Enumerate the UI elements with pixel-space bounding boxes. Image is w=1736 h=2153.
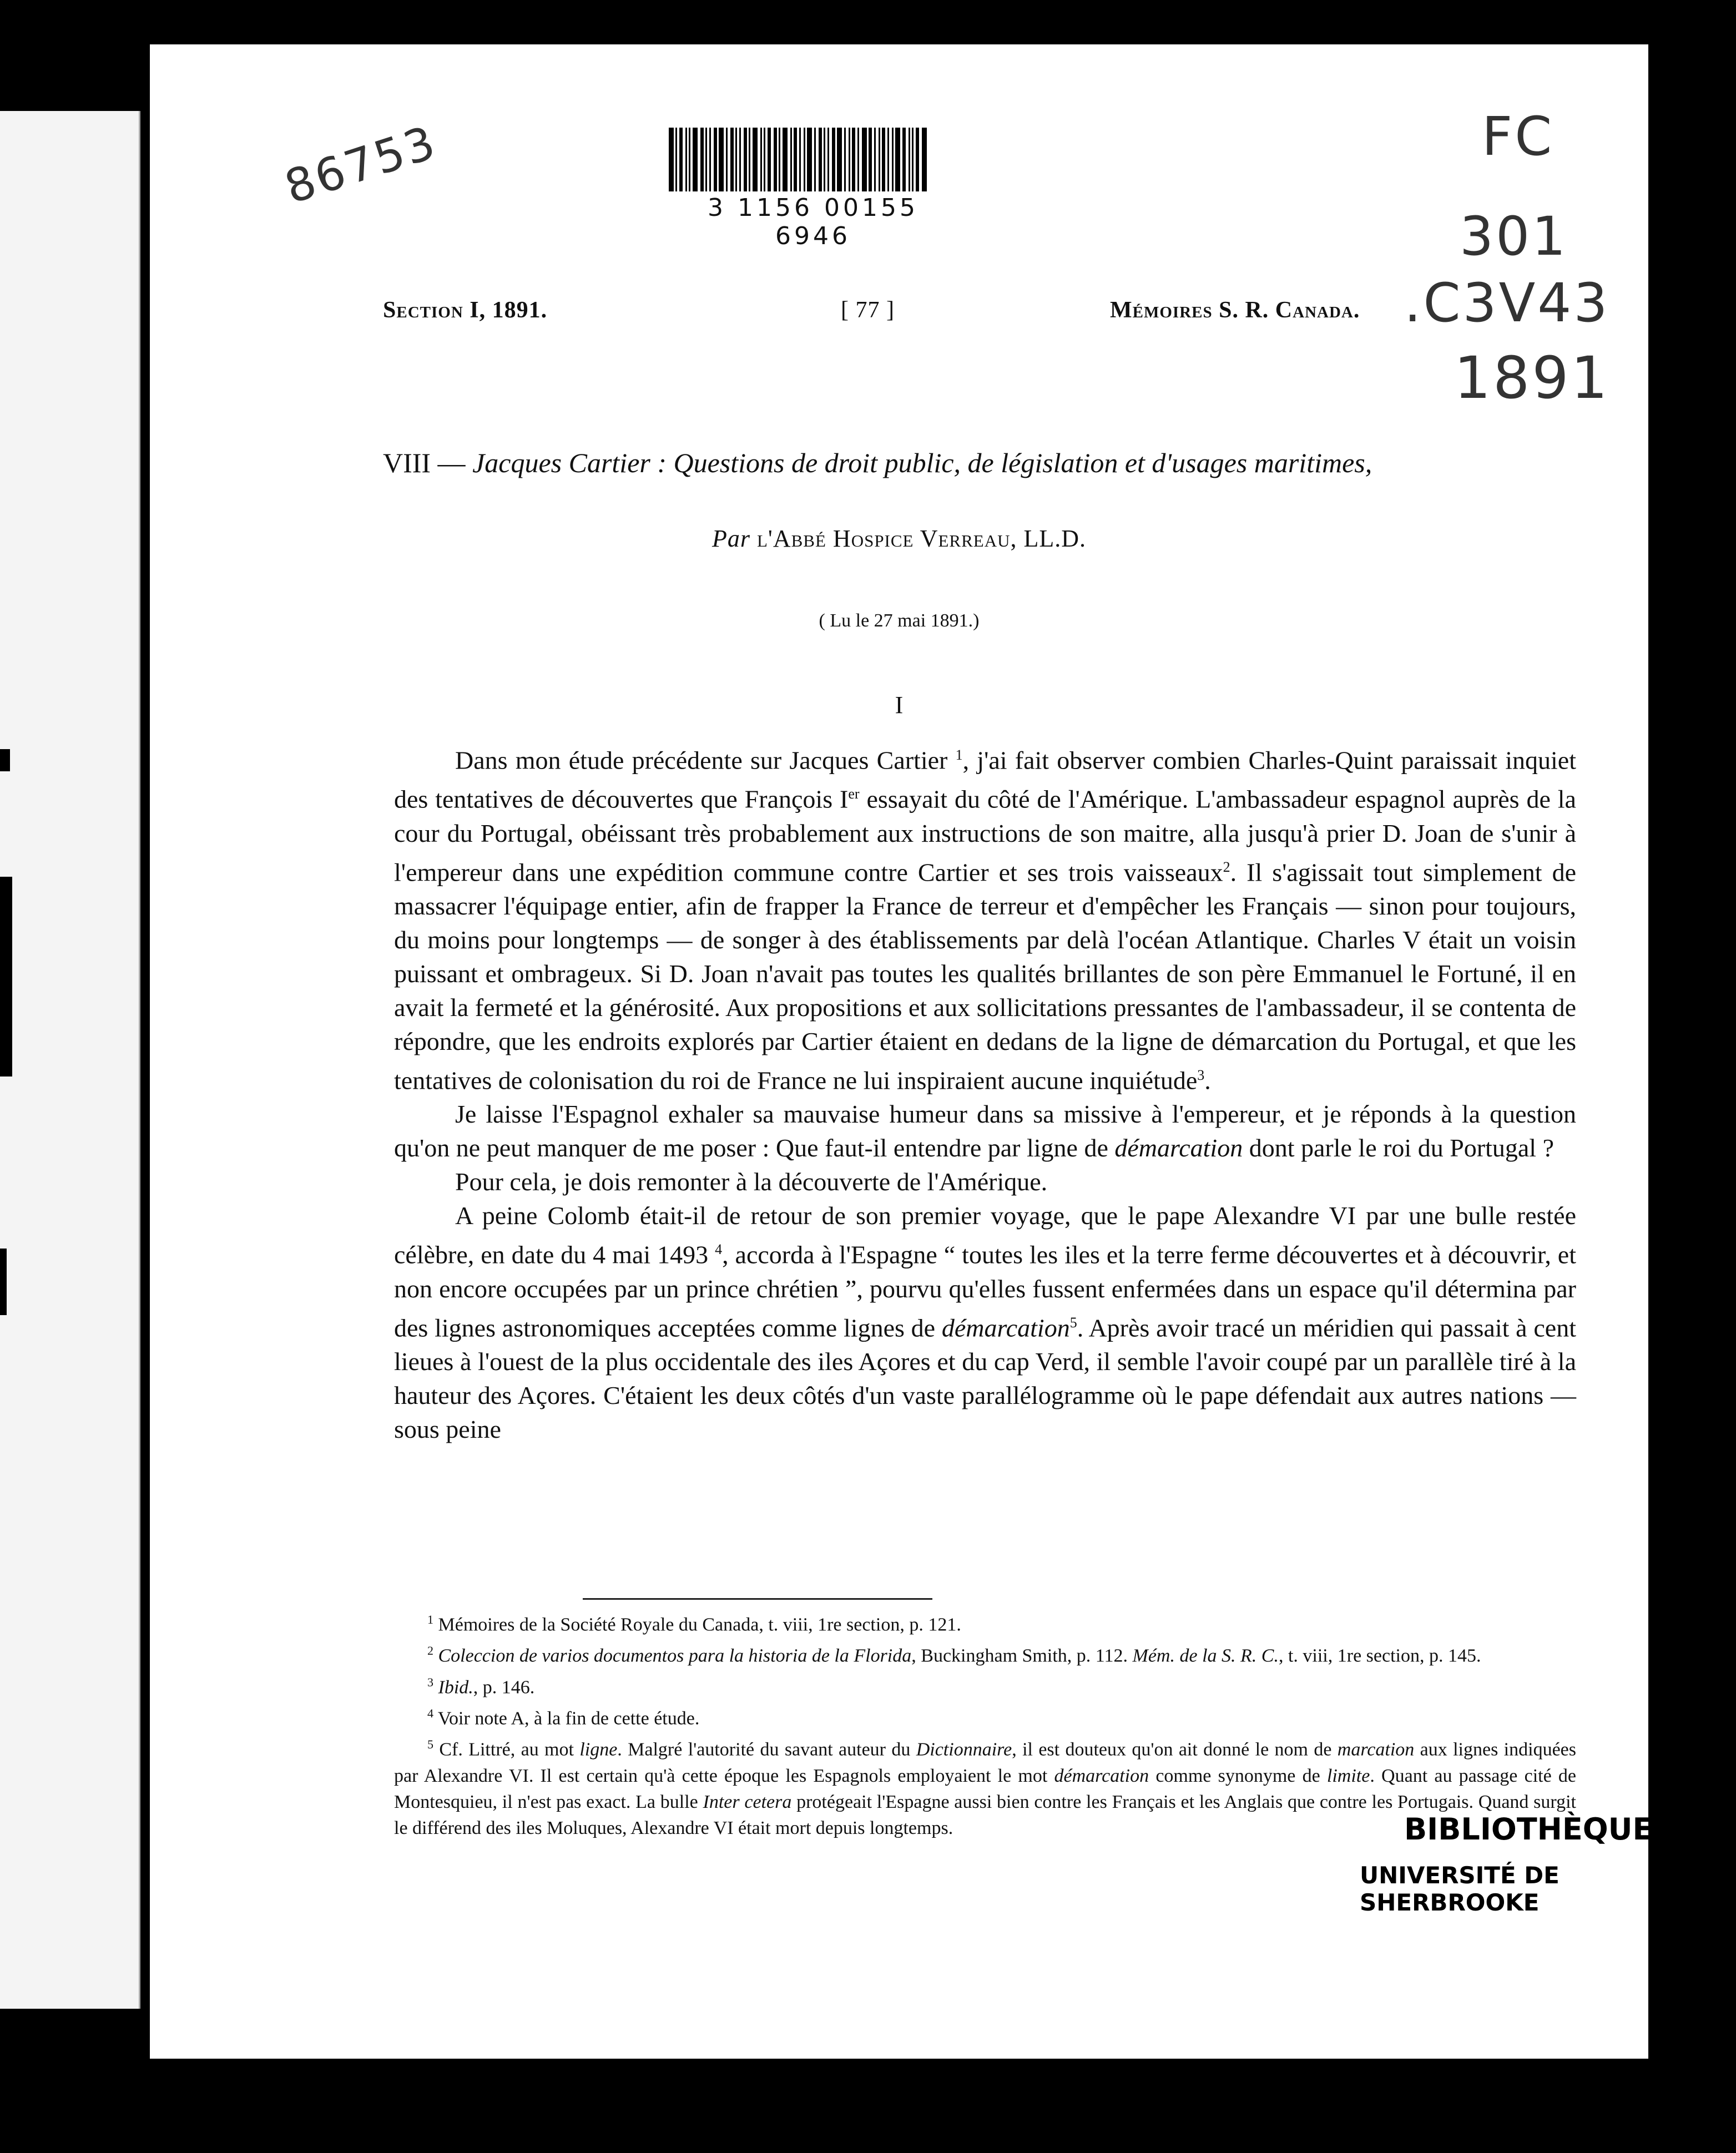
barcode-bar [887, 128, 889, 191]
footnote [394, 1669, 1576, 1700]
barcode-bar [714, 128, 717, 191]
footnote [394, 1700, 1576, 1731]
text-run: , il est douteux qu'on ait donné le nom de [1012, 1739, 1338, 1760]
barcode-bar [804, 128, 805, 191]
italic-text: Mém. de la S. R. C. [1132, 1645, 1279, 1666]
handwritten-call-number-line: FC [1482, 105, 1555, 168]
barcode-bar [849, 128, 850, 191]
text-run [433, 1646, 438, 1666]
italic-text: Inter cetera [703, 1791, 792, 1812]
text-run: Voir note A, à la fin de cette étude. [433, 1708, 700, 1729]
barcode-bar [735, 128, 737, 191]
italic-text: démarcation [1054, 1765, 1149, 1786]
barcode-bar [693, 128, 698, 191]
page-number: [ 77 ] [841, 297, 895, 323]
article-title [383, 447, 1604, 479]
barcode-bar [783, 128, 788, 191]
italic-text: limite [1326, 1765, 1370, 1786]
barcode-bar [837, 128, 842, 191]
barcode-bar [705, 128, 707, 191]
library-stamp-line1: BIBLIOTHÈQUE [1404, 1812, 1653, 1847]
byline-prefix: Par [711, 525, 750, 552]
text-run [433, 1677, 438, 1697]
barcode-bar [685, 128, 687, 191]
text-run: Dans mon étude précédente sur Jacques Cartier [455, 746, 956, 775]
text-run: Pour cela, je dois remonter à la découverte de l'Amérique. [455, 1168, 1048, 1196]
paragraph [394, 1097, 1576, 1165]
barcode-bar [902, 128, 906, 191]
barcode-bar [912, 128, 914, 191]
running-head-journal: Mémoires S. R. Canada. [1110, 297, 1360, 323]
barcode-bar [827, 128, 829, 191]
barcode-bar [675, 128, 677, 191]
text-run: Je laisse l'Espagnol exhaler sa mauvaise humeur dans sa missive à l'empereur, et je réponds à la question qu'on ne peut manquer de me poser : Que faut-il entendre par ligne de [394, 1100, 1576, 1163]
text-run: . Quant au passage cité de Montesquieu, il n'est pas exact. La bulle [394, 1765, 1576, 1812]
text-run: . [1204, 1066, 1211, 1095]
note-ref: 1 [955, 747, 963, 763]
article-title-text: Jacques Cartier : Questions de droit public, de législation et d'usages maritimes, [472, 447, 1372, 478]
barcode-bar [852, 128, 855, 191]
edge-mark [0, 749, 10, 771]
text-run: comme synonyme de [1149, 1765, 1327, 1786]
handwritten-call-number-line: 1891 [1454, 344, 1610, 412]
text-run: protégeait l'Espagne aussi bien contre les Français et les Anglais que contre les Portugais. Quand surgit le différend des iles Moluques, Alexandre VI était mort depuis longtemps. [394, 1791, 1576, 1838]
text-run: Mémoires de la Société Royale du Canada, t. viii, 1re section, p. 121. [433, 1614, 961, 1635]
paragraph [394, 738, 1576, 1097]
note-ref: er [848, 786, 860, 802]
library-stamp-line2: UNIVERSITÉ DE SHERBROOKE [1360, 1862, 1560, 1916]
italic-text: démarcation [941, 1313, 1070, 1342]
footnote [394, 1606, 1576, 1638]
barcode-bar [749, 128, 750, 191]
text-run: essayait du côté de l'Amérique. L'ambassadeur espagnol auprès de la cour du Portugal, obéissant très probablement aux instructions de son maitre, alla jusqu'à prier D. Joan de s'unir à l'empereur dans une expédition commune contre Cartier et ses trois vaisseaux [394, 785, 1576, 886]
read-date: ( Lu le 27 mai 1891.) [819, 610, 980, 631]
edge-mark [0, 877, 12, 1076]
barcode-bar [709, 128, 711, 191]
barcode-bar [726, 128, 728, 191]
body-text [394, 738, 1576, 1446]
barcode-bar [764, 128, 765, 191]
barcode-bar [760, 128, 762, 191]
note-ref: 4 [427, 1706, 433, 1720]
handwritten-accession-number: 86753 [279, 115, 443, 215]
barcode-bar [844, 128, 846, 191]
barcode-bars [669, 128, 957, 191]
barcode-bar [879, 128, 880, 191]
note-ref: 2 [1223, 858, 1230, 875]
text-run: , p. 146. [473, 1676, 535, 1697]
note-ref: 1 [427, 1613, 433, 1626]
text-run: A peine Colomb était-il de retour de son premier voyage, que le pape Alexandre VI par une bulle restée célèbre, en date du 4 mai 1493 [394, 1201, 1576, 1269]
footnote [394, 1731, 1576, 1841]
note-ref: 5 [1069, 1314, 1077, 1331]
barcode-bar [779, 128, 780, 191]
document-page [150, 44, 1653, 2059]
article-number: VIII — [383, 447, 466, 478]
barcode-bar [869, 128, 872, 191]
footnote-rule [583, 1598, 932, 1600]
barcode-bar [895, 128, 900, 191]
text-run: aux lignes indiquées par Alexandre VI. Il est certain qu'à cette époque les Espagnols employaient le mot [394, 1739, 1576, 1786]
barcode-bar [922, 128, 927, 191]
text-run: , j'ai fait observer combien Charles-Quint paraissait inquiet des tentatives de découvertes que François I [394, 746, 1576, 813]
note-ref: 2 [427, 1644, 433, 1658]
barcode-bar [689, 128, 690, 191]
text-run: Cf. Littré, au mot [433, 1739, 580, 1760]
section-numeral: I [895, 691, 904, 719]
barcode-bar [807, 128, 812, 191]
barcode-bar [916, 128, 919, 191]
barcode-bar [892, 128, 894, 191]
barcode-bar [874, 128, 876, 191]
text-run: . Après avoir tracé un méridien qui passait à cent lieues à l'ouest de la plus occidentale des iles Açores et du cap Verd, il semble l'avoir coupé par un parallèle tiré à la hauteur des Açores. C'étaient les deux côtés d'un vaste parallélogramme où le pape défendait aux autres nations — sous peine [394, 1313, 1576, 1443]
text-run: , t. viii, 1re section, p. 145. [1278, 1645, 1481, 1666]
barcode-bar [819, 128, 822, 191]
paragraph [394, 1199, 1576, 1446]
barcode-bar [909, 128, 910, 191]
text-run: , Buckingham Smith, p. 112. [911, 1645, 1133, 1666]
paragraph [394, 1165, 1576, 1199]
running-head-section: Section I, 1891. [383, 297, 548, 323]
barcode-bar [790, 128, 792, 191]
footnotes [394, 1606, 1576, 1841]
barcode-bar [882, 128, 885, 191]
barcode-bar [700, 128, 704, 191]
handwritten-call-number-line: .C3V43 [1404, 272, 1610, 334]
barcode-bar [669, 128, 674, 191]
italic-text: Ibid. [438, 1676, 473, 1697]
edge-mark [0, 1249, 7, 1315]
note-ref: 3 [427, 1675, 433, 1689]
text-run: . Il s'agissait tout simplement de massacrer l'équipage entier, afin de frapper la France de terreur et d'empêcher les Français — sinon pour toujours, du moins pour longtemps — de songer à des établissements par delà l'océan Atlantique. Charles V était un voisin puissant et ombrageux. Si D. Joan n'avait pas toutes les qualités brillantes de son père Emmanuel le Fortuné, il en avait la fermeté et la générosité. Aux propositions et aux sollicitations pressantes de l'ambassadeur, il se contenta de répondre, que les endroits explorés par Cartier étaient en dedans de la ligne de démarcation du Portugal, et que les tentatives de colonisation du roi de France ne lui inspiraient aucune inquiétude [394, 857, 1576, 1095]
barcode-bar [799, 128, 801, 191]
barcode-bar [739, 128, 741, 191]
text-run: dont parle le roi du Portugal ? [1243, 1134, 1555, 1163]
italic-text: marcation [1337, 1739, 1415, 1760]
byline [150, 524, 1648, 553]
barcode-bar [794, 128, 797, 191]
note-ref: 4 [715, 1241, 723, 1258]
barcode-bar [679, 128, 683, 191]
italic-text: Dictionnaire [916, 1739, 1012, 1760]
barcode-bar [730, 128, 734, 191]
barcode-bar [744, 128, 747, 191]
barcode-number: 3 1156 00155 6946 [708, 194, 919, 250]
handwritten-call-number-line: 301 [1460, 205, 1568, 267]
barcode-bar [774, 128, 777, 191]
text-run: , accorda à l'Espagne “ toutes les iles et la terre ferme découvertes et à découvrir, et non encore occupées par un prince chrétien ”, pourvu qu'elles fussent enfermées dans un espace qu'il détermina par des lignes astronomiques acceptées comme lignes de [394, 1240, 1576, 1342]
italic-text: ligne [579, 1739, 618, 1760]
barcode-bar [824, 128, 825, 191]
previous-page-edge [0, 111, 140, 2009]
barcode-bar [719, 128, 724, 191]
barcode-bar [768, 128, 771, 191]
author-name: l'Abbé Hospice Verreau, LL.D. [756, 525, 1087, 552]
note-ref: 5 [427, 1737, 433, 1752]
italic-text: démarcation [1114, 1134, 1243, 1163]
barcode [669, 128, 957, 250]
footnote [394, 1638, 1576, 1669]
barcode-bar [814, 128, 816, 191]
barcode-bar [857, 128, 859, 191]
text-run: . Malgré l'autorité du savant auteur du [617, 1739, 916, 1760]
note-ref: 3 [1197, 1067, 1205, 1083]
barcode-bar [832, 128, 835, 191]
italic-text: Coleccion de varios documentos para la historia de la Florida [438, 1645, 912, 1666]
barcode-bar [753, 128, 758, 191]
barcode-bar [862, 128, 867, 191]
